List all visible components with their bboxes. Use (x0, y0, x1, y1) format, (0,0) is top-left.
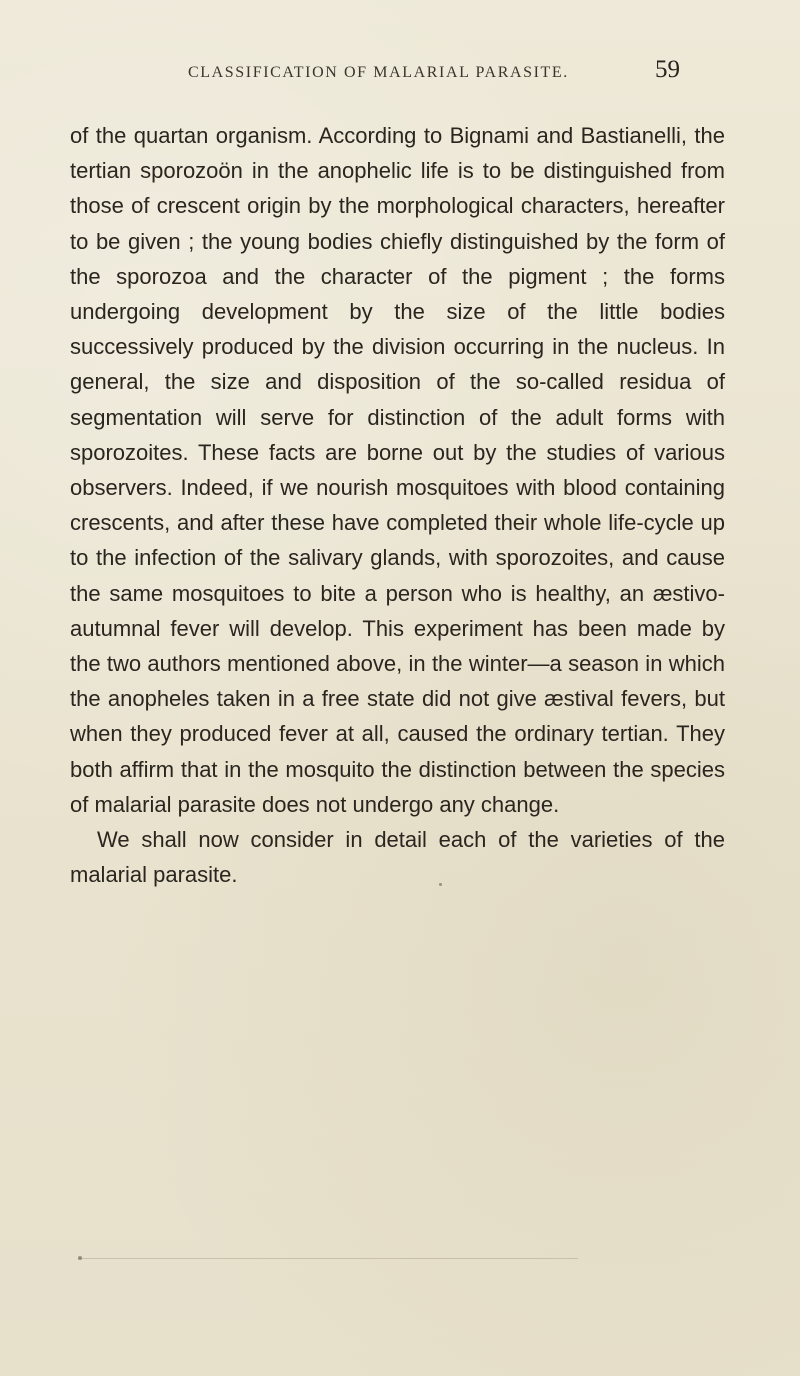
print-speck (439, 883, 442, 886)
page-number: 59 (655, 56, 680, 83)
running-head: CLASSIFICATION OF MALARIAL PARASITE. (188, 64, 569, 81)
paragraph-2: We shall now consider in detail each of the varieties of the malarial parasite. (70, 827, 725, 888)
page-header (0, 58, 800, 98)
faint-page-mark (78, 1258, 578, 1259)
body-text (70, 118, 725, 892)
paragraph-1: of the quartan organism. According to Bignami and Bastianelli, the tertian sporozoön in the anophelic life is to be distinguished from those of crescent origin by the morphological characters, hereafter to be given ; the young bodies chiefly distinguished by the form of the sporozoa and the character of the pigment ; the forms undergoing development by the size of the little bodies successively produced by the division occurring in the nucleus. In general, the size and disposition of the so-called residua of segmentation will serve for distinction of the adult forms with sporozoites. These facts are borne out by the studies of various observers. Indeed, if we nourish mosquitoes with blood containing crescents, and after these have completed their whole life-cycle up to the infection of the salivary glands, with sporozoites, and cause the same mosquitoes to bite a person who is healthy, an æstivo-autumnal fever will develop. This experiment has been made by the two authors mentioned above, in the winter—a season in which the anopheles taken in a free state did not give æstival fevers, but when they produced fever at all, caused the ordinary tertian. They both affirm that in the mosquito the distinction between the species of malarial parasite does not undergo any change. (70, 123, 725, 817)
